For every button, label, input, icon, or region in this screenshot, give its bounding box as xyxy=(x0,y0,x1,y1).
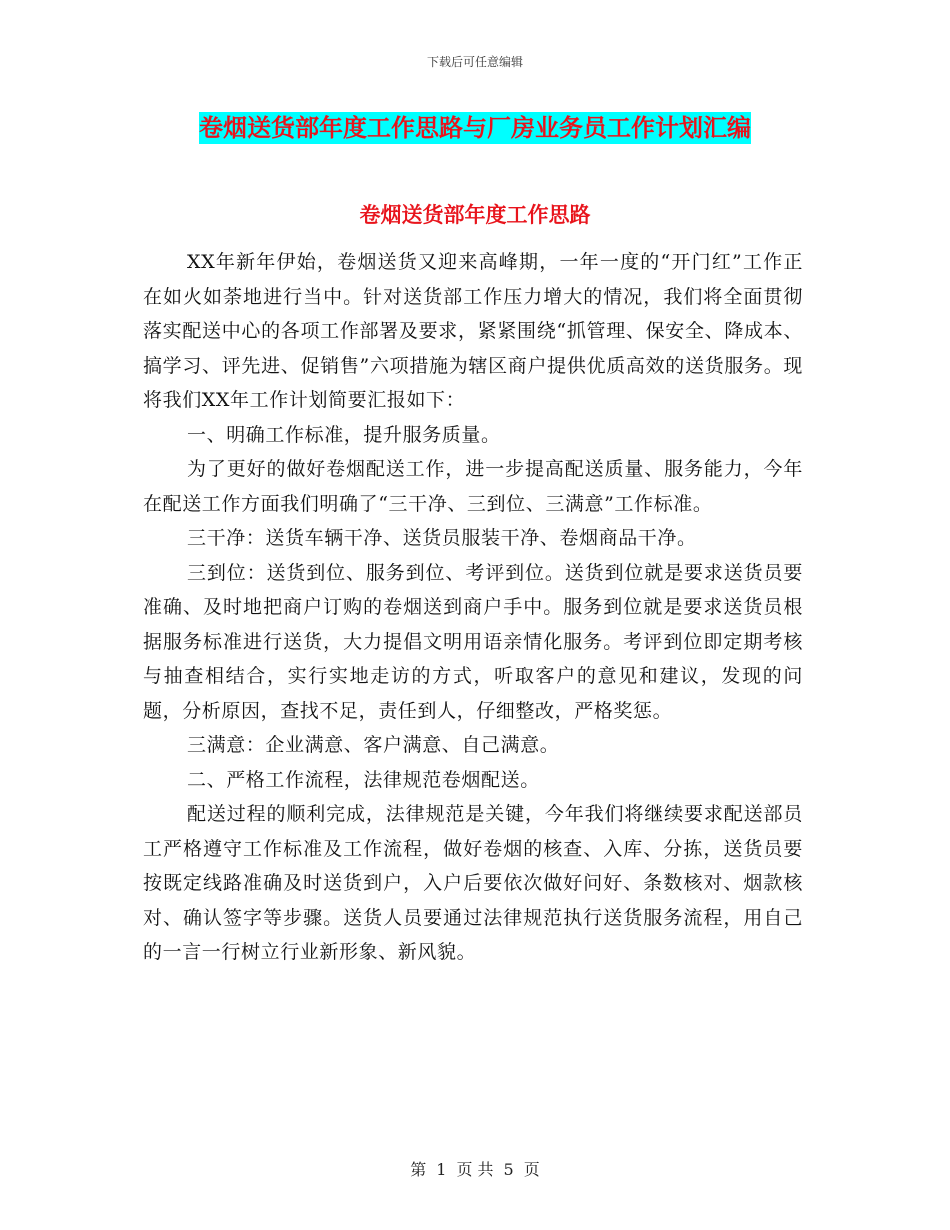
document-title-text: 卷烟送货部年度工作思路与厂房业务员工作计划汇编 xyxy=(199,114,751,142)
page-number: 1 xyxy=(436,1160,447,1179)
paragraph: 三干净：送货车辆干净、送货员服装干净、卷烟商品干净。 xyxy=(187,527,697,549)
paragraph: 三到位：送货到位、服务到位、考评到位。送货到位就是要求送货员要准确、及时地把商户订购的卷烟送到商户手中。服务到位就是要求送货员根据服务标准进行送货，大力提倡文明用语亲情化服务。考评到位即定期考核与抽查相结合，实行实地走访的方式，听取客户的意见和建议，发现的问题，分析原因，查找不足，责任到人，仔细整改，严格奖惩。 xyxy=(143,561,803,722)
page-label-middle: 页 共 xyxy=(456,1160,494,1179)
paragraph: XX年新年伊始，卷烟送货又迎来高峰期，一年一度的“开门红”工作正在如火如荼地进行当中。针对送货部工作压力增大的情况，我们将全面贯彻落实配送中心的各项工作部署及要求，紧紧围绕“抓管理、保安全、降成本、搞学习、评先进、促销售”六项措施为辖区商户提供优质高效的送货服务。现将我们XX年工作计划简要汇报如下： xyxy=(143,251,803,411)
document-title xyxy=(0,110,950,146)
paragraph: 一、明确工作标准，提升服务质量。 xyxy=(187,423,501,446)
page-header-note: 下载后可任意编辑 xyxy=(426,55,523,69)
page-label-prefix: 第 xyxy=(410,1160,427,1179)
paragraph: 配送过程的顺利完成，法律规范是关键，今年我们将继续要求配送部员工严格遵守工作标准及工作流程，做好卷烟的核查、入库、分拣，送货员要按既定线路准确及时送货到户，入户后要依次做好问好、条数核对、烟款核对、确认签字等步骤。送货人员要通过法律规范执行送货服务流程，用自己的一言一行树立行业新形象、新风貌。 xyxy=(143,803,803,963)
paragraph: 二、严格工作流程，法律规范卷烟配送。 xyxy=(187,768,540,791)
total-pages: 5 xyxy=(503,1160,514,1179)
paragraph: 为了更好的做好卷烟配送工作，进一步提高配送质量、服务能力，今年在配送工作方面我们明确了“三干净、三到位、三满意”工作标准。 xyxy=(143,458,803,515)
page-footer xyxy=(0,1157,950,1180)
document-body xyxy=(143,245,803,970)
paragraph: 三满意：企业满意、客户满意、自己满意。 xyxy=(187,734,560,756)
section-title: 卷烟送货部年度工作思路 xyxy=(359,203,591,227)
page-label-suffix: 页 xyxy=(523,1160,540,1179)
